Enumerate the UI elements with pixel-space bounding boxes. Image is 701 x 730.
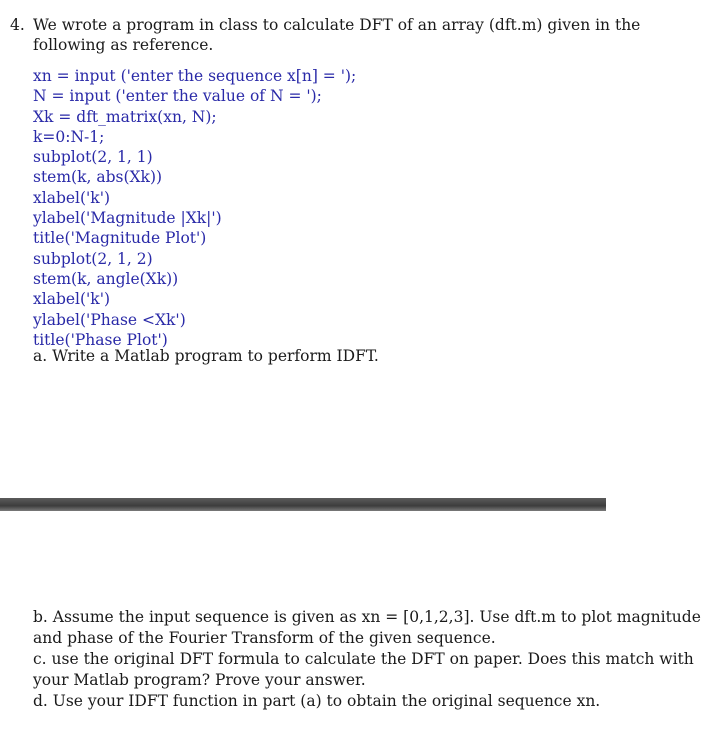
code-line: xlabel('k') <box>33 188 111 207</box>
part-line: and phase of the Fourier Transform of the given sequence. <box>33 629 496 647</box>
part-line: your Matlab program? Prove your answer. <box>33 671 366 689</box>
code-line: ylabel('Phase <Xk') <box>33 310 186 329</box>
part-line: c. use the original DFT formula to calculate the DFT on paper. Does this match with <box>33 650 694 668</box>
code-line: subplot(2, 1, 1) <box>33 148 153 167</box>
parts-bcd <box>33 607 701 712</box>
code-line: xn = input ('enter the sequence x[n] = '); <box>33 67 357 85</box>
page-divider <box>0 498 606 511</box>
code-line: k=0:N-1; <box>33 127 105 146</box>
code-line: N = input ('enter the value of N = '); <box>33 87 322 106</box>
code-line: subplot(2, 1, 2) <box>33 249 153 268</box>
code-line: stem(k, abs(Xk)) <box>33 168 163 187</box>
code-line: title('Phase Plot') <box>33 330 168 349</box>
code-line: xlabel('k') <box>33 290 111 309</box>
code-line: title('Magnitude Plot') <box>33 229 207 248</box>
question-intro-line-1: We wrote a program in class to calculate DFT of an array (dft.m) given in the <box>33 16 641 34</box>
part-line: b. Assume the input sequence is given as xn = [0,1,2,3]. Use dft.m to plot magnitude <box>33 608 701 626</box>
code-line: ylabel('Magnitude |Xk|') <box>33 209 222 228</box>
code-line: stem(k, angle(Xk)) <box>33 269 179 288</box>
part-a-text: a. Write a Matlab program to perform IDFT. <box>33 347 379 365</box>
part-line: d. Use your IDFT function in part (a) to obtain the original sequence xn. <box>33 692 601 710</box>
question-intro-line-2: following as reference. <box>33 36 214 54</box>
question-number: 4. <box>10 16 25 34</box>
code-line: Xk = dft_matrix(xn, N); <box>33 107 217 126</box>
code-block <box>33 66 356 350</box>
